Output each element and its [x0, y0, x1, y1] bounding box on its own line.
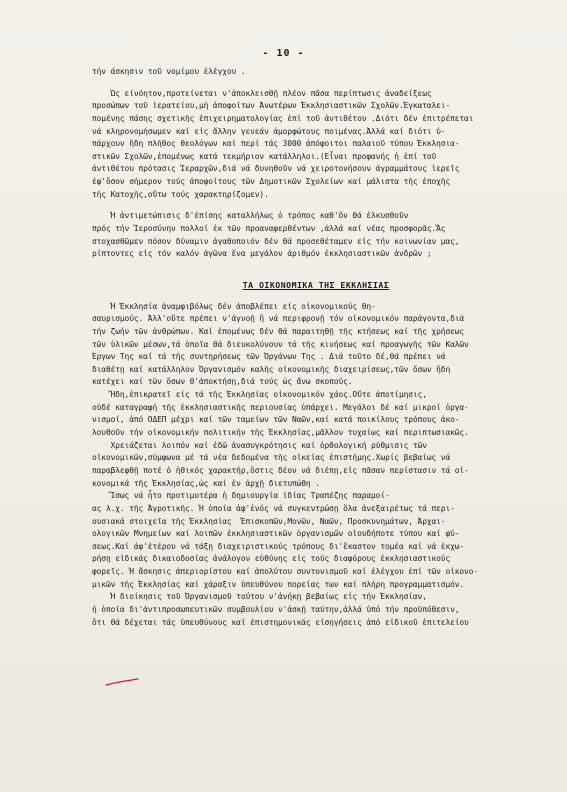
text-line: τῆς Κατοχῆς,οὕτω τούς χαρακτηρίζομεν). — [92, 189, 269, 199]
text-line: Ἔργων Της καί τά τῆς συντηρήσεως τῶν Ὀργάνων Της . Διά τοῦτο δέ,θά πρέπει νά — [92, 352, 446, 362]
text-line: κατέχει καί τῶν ὅσων θ'ἀποκτήσῃ,διά τούς ὡς ἄνω σκοπούς. — [92, 377, 353, 387]
text-line: οὐδέ καταγραφή τῆς ἐκκλησιαστικῆς περιουσίας ὑπάρχει. Μεγάλοι δέ καί μικροί ὀργα- — [92, 402, 469, 412]
document-body — [92, 66, 540, 629]
text-line: νισμοί, ἀπό ΟΔΕΠ μέχρι καί τῶν ταμείων τῶν Ναῶν,καί κατά ποικίλους τρόπους ἀκο- — [92, 415, 460, 425]
text-line: πρός τήν Ἱεροσύνην πολλοί ἐκ τῶν προαναφερθέντων ,ἀλλά καί νέας προσφορᾶς.Ἄς — [92, 224, 446, 234]
text-line: σεως.Καί ἀφ'ἑτέρου νά τάξῃ διαχειριστικούς τρόπους δι'ἕκαστον τομέα καί νά ἐκχω- — [92, 541, 465, 551]
paragraph — [92, 591, 540, 629]
paragraph — [92, 88, 540, 202]
text-line: Ἡ ἀντιμετώπισις δ'ἐπίσης καταλλήλως ὁ τρόπος καθ'ὅν θά ἑλκυσθοῦν — [92, 211, 409, 221]
text-line: προσώπων τοῦ ἱερατείου,μή ἀποφοίτων Ἀνωτέρων Ἐκκλησιαστικῶν Σχολῶν.Ἐγκαταλει- — [92, 101, 451, 111]
text-line: Ἤδη,ἐπικρατεῖ εἰς τά τῆς Ἐκκλησίας οἰκονομικόν χάος.Οὔτε ἀποτίμησις, — [92, 390, 427, 400]
text-line: νά κληρονομήσωμεν καί εἰς ἄλλην γενεάν ἀμορφώτους ποιμένας.Ἀλλά καί διότι ὑ- — [92, 126, 446, 136]
text-line: ρίπτοντες εἰς τόν καλόν ἀγῶνα ἕνα μεγάλον ἀριθμόν ἐκκλησιαστικῶν ἀνδρῶν ; — [92, 249, 432, 259]
text-line: Ἡ διοίκησις τοῦ Ὀργανισμοῦ τούτου ν'ἀνήκῃ βεβαίως εἰς τήν Ἐκκλησίαν, — [92, 592, 427, 602]
text-line: Χρειάζεται λοιπόν καί ἐδῶ ἀνασυγκρότησις καί ὀρθολογική ρύθμισις τῶν — [92, 440, 427, 450]
text-line: τῶν ὑλικῶν μέσων,τά ὁποῖα θά διευκολύνουν τά τῆς κινήσεως καί προαγωγῆς τῶν Καλῶν — [92, 339, 469, 349]
text-line: Ὡς είνόητον,προτείνεται ν'ἀποκλεισθῇ πλέον πᾶσα περίπτωσις ἀναδείξεως — [92, 88, 432, 98]
text-line: οἰκονομικῶν,σύμφωνα μέ τά νέα δεδομένα τῆς οἰκείας ἐπιστήμης.Χωρίς βεβαίως νά — [92, 453, 451, 463]
red-pen-underline-mark — [104, 677, 140, 687]
paragraph — [92, 210, 540, 261]
text-line: διαθέτῃ καί κατάλληλον Ὀργανισμόν καλῆς οἰκονομικῆς διαχειρίσεως,τῶν ὅσων ἤδη — [92, 364, 451, 374]
text-line: ουσιακά στοιχεῖα τῆς Ἐκκλησίας Ἐπισκοπῶν,Μονῶν, Ναῶν, Προσκυνημάτων, Ἀρχαι- — [92, 516, 446, 526]
text-line: λουθοῦν τήν οἰκονομικήν πολιτικήν τῆς Ἐκκλησίας,μᾶλλον τυχαίως καί περιπτωσιακῶς. — [92, 428, 469, 438]
text-line: φορεῖς. Ἡ ἄσκησις ἀπεριορίστου καί ἀπολύτου συντονισμοῦ καί ἐλέγχου ἐπί τῶν οἰκονο- — [92, 567, 478, 577]
text-line: πομένης πάσης σχετικῆς ἐπιχειρηματολογίας ἐπί τοῦ ἀντιθέτου .Διότι δέν ἐπιτρέπεται — [92, 113, 474, 123]
text-line: στικῶν Σχολῶν,ἐπομένως κατά τεκμήριον κατάλληλοι.(Εἶναι προφανής ἡ ἐπί τοῦ — [92, 151, 437, 161]
paragraph — [92, 301, 540, 389]
text-line: Ἡ Ἐκκλησία ἀναμφιβόλως δέν ἀποβλέπει εἰς οἰκονομικούς θη- — [92, 301, 376, 311]
text-line: παραβλεφθῇ ποτέ ὁ ἠθικός χαρακτήρ,ὅστις δέον νά διέπῃ,εἰς πᾶσαν περίστασιν τά οἰ- — [92, 465, 469, 475]
page-number: - 10 - — [262, 48, 305, 59]
text-line: ἀντιθέτου πρότασις Ἱεραρχῶν,διά νά δυνηθοῦν νά χειροτονήσουν ἀγραμμάτους ἱερεῖς — [92, 164, 460, 174]
text-line: ἡ ὁποία δι'ἀντιπροσωπευτικῶν συμβουλίου ν'ἀσκῇ ταύτην,ἀλλά ὑπό τήν προϋπόθεσιν, — [92, 604, 460, 614]
text-line: ἐφ'ὅσον σήμερον τούς ἀποφοίτους τῶν Δημοτικῶν Σχολείων καί μάλιστα τῆς ἐποχῆς — [92, 177, 451, 187]
paragraph — [92, 440, 540, 491]
text-line: κονομικά τῆς Ἐκκλησίας,ὡς καί ἐν ἀρχῇ διετυπώθη . — [92, 478, 320, 488]
text-line: πάρχουν ἤδη πλῆθος θεολόγων καί περί τάς 3000 ἀπόφοιτοι παλαιοῦ τύπου Ἐκκλησια- — [92, 139, 460, 149]
text-line: ὅτι θά δέχεται τάς ὑπευθύνους καί ἐπιστημονικάς εἰσηγήσεις ἀπό εἰδικοῦ ἐπιτελείου — [92, 617, 469, 627]
text-line: ας λ.χ. τῆς Ἀγροτικῆς. Ἡ ὁποία ἀφ'ἑνός νά συγκεντρώσῃ ὅλα ἀνεξαιρέτως τά περι- — [92, 503, 455, 513]
text-line: ολογικῶν Μνημείων καί λοιπῶν ἐκκλησιαστικῶν ὀργανισμῶν οἱουδήποτε τύπου καί φύ- — [92, 529, 460, 539]
section-heading: ΤΑ ΟΙΚΟΝΟΜΙΚΑ ΤΗΣ ΕΚΚΛΗΣΙΑΣ — [242, 279, 390, 290]
text-line: τήν άσκησιν τοῦ νομίμου ἐλέγχου . — [92, 67, 246, 76]
text-line: σαυρισμούς. Ἀλλ'οὔτε πρέπει ν'ἀγνοῇ ἤ νά περιφρονῇ τόν οἰκονομικόν παράγοντα,διά — [92, 314, 465, 324]
paragraph — [92, 490, 540, 591]
paragraph — [92, 389, 540, 440]
text-line: ρήσῃ εἰδικάς δικαιοδοσίας ἀνάλογον εὐθύνης εἰς τούς διαφόρους ἐκκλησιαστικούς — [92, 554, 451, 564]
text-line: στοχασθῶμεν πόσον δύναμιν ἀγαθοποιόν δέν θά προσεθέταμεν εἰς τήν κοινωνίαν μας, — [92, 236, 460, 246]
text-line: Ἴσως νά ἦτο προτιμοτέρα ἡ δημιουργία ἰδίας Τραπέζης παραμοί- — [92, 491, 390, 501]
text-line: τήν ζωήν τῶν ἀνθρώπων. Καί ἐπομένως δέν θά παραιτηθῇ τῆς κτήσεως καί τῆς χρήσεως — [92, 326, 465, 336]
text-line: μικῶν τῆς Ἐκκλησίας καί χάραξιν ὑπευθύνου πορείας των καί πλήρη προγραμματισμόν. — [92, 579, 465, 589]
